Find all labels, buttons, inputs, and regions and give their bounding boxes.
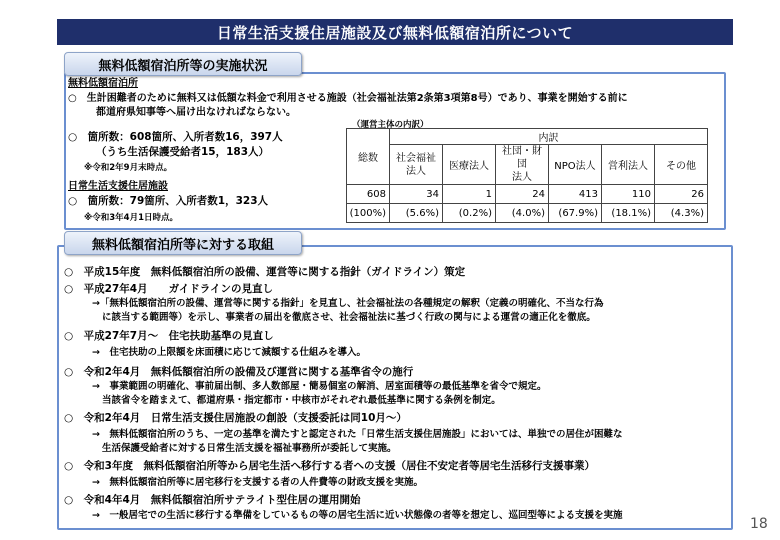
header-medical: 医療法人 — [443, 145, 496, 185]
table-caption: （運営主体の内訳） — [352, 120, 429, 130]
effort-item: ○ 令和3年度 無料低額宿泊所等から居宅生活へ移行する者への支援（居住不安定者等居宅生活移行支援事業） — [64, 460, 595, 472]
effort-detail: に該当する範囲等）を示し、事業者の届出を徹底させ、社会福祉法に基づく行政の関与による運営の適正化を徹底。 — [102, 312, 596, 323]
effort-detail: →「無料低額宿泊所の設備、運営等に関する指針」を見直し、社会福祉法の各種規定の解釈（定義の明確化、不当な行為 — [92, 298, 604, 309]
effort-detail: 当該省令を踏まえて、都道府県・指定都市・中核市がそれぞれ最低基準に関する条例を制定。 — [102, 395, 501, 406]
effort-detail: → 無料低額宿泊所等に居宅移行を支援する者の人件費等の財政支援を実施。 — [92, 477, 423, 488]
date-note-2: ※令和3年4月1日時点。 — [84, 213, 179, 223]
percent-cell: (4.0%) — [496, 204, 549, 223]
effort-item: ○ 平成27年4月 ガイドラインの見直し — [64, 283, 273, 295]
count-cell: 1 — [443, 185, 496, 204]
effort-detail: → 無料低額宿泊所のうち、一定の基準を満たすと認定された「日常生活支援住居施設」においては、単独での居住が困難な — [92, 429, 623, 440]
page-title: 日常生活支援住居施設及び無料低額宿泊所について — [57, 19, 733, 45]
effort-item: ○ 令和4年4月 無料低額宿泊所サテライト型住居の運用開始 — [64, 494, 361, 506]
count-cell: 608 — [347, 185, 390, 204]
effort-detail: → 住宅扶助の上限額を床面積に応じて減額する仕組みを導入。 — [92, 347, 366, 358]
percent-cell: (5.6%) — [390, 204, 443, 223]
effort-item: ○ 平成15年度 無料低額宿泊所の設備、運営等に関する指針（ガイドライン）策定 — [64, 266, 466, 278]
percent-cell: (100%) — [347, 204, 390, 223]
effort-item: ○ 令和2年4月 日常生活支援住居施設の創設（支援委託は同10月～） — [64, 412, 407, 424]
effort-detail: → 一般居宅での生活に移行する準備をしているもの等の居宅生活に近い状態像の者等を想定し、巡回型等による支援を実施 — [92, 510, 623, 521]
count-cell: 26 — [655, 185, 708, 204]
status-section-label: 無料低額宿泊所等の実施状況 — [64, 52, 302, 76]
header-other: その他 — [655, 145, 708, 185]
definition-line-2: 都道府県知事等へ届け出なければならない。 — [96, 107, 296, 118]
effort-item: ○ 令和2年4月 無料低額宿泊所の設備及び運営に関する基準省令の施行 — [64, 366, 414, 378]
facility-count-line: ○ 箇所数：608箇所、入所者数16，397人 — [68, 131, 283, 143]
percent-cell: (0.2%) — [443, 204, 496, 223]
count-cell: 413 — [549, 185, 602, 204]
support-residence-count-line: ○ 箇所数：79箇所、入所者数1，323人 — [68, 195, 268, 207]
definition-line-1: ○ 生計困難者のために無料又は低額な料金で利用させる施設（社会福祉法第2条第3項第8号）であり、事業を開始する前に — [68, 93, 628, 104]
header-incorporated: 社団・財団 法人 — [496, 145, 549, 185]
free-lodging-heading: 無料低額宿泊所 — [68, 78, 138, 89]
effort-detail: 生活保護受給者に対する日常生活支援を福祉事務所が委託して実施。 — [102, 443, 397, 454]
count-cell: 110 — [602, 185, 655, 204]
effort-item: ○ 平成27年7月～ 住宅扶助基準の見直し — [64, 330, 274, 342]
operator-breakdown-table — [346, 128, 708, 223]
efforts-section-label: 無料低額宿泊所等に対する取組 — [64, 231, 302, 255]
header-for-profit: 営利法人 — [602, 145, 655, 185]
breakdown-header: 内訳 — [390, 129, 708, 145]
percent-cell: (18.1%) — [602, 204, 655, 223]
total-header: 総数 — [347, 129, 390, 185]
page-number: 18 — [750, 516, 768, 532]
header-social-welfare: 社会福祉 法人 — [390, 145, 443, 185]
effort-detail: → 事業範囲の明確化、事前届出制、多人数部屋・簡易個室の解消、居室面積等の最低基準を省令で規定。 — [92, 381, 547, 392]
count-cell: 24 — [496, 185, 549, 204]
header-npo: NPO法人 — [549, 145, 602, 185]
date-note-1: ※令和2年9月末時点。 — [84, 163, 173, 173]
welfare-recipient-line: （うち生活保護受給者15，183人） — [96, 146, 270, 158]
count-cell: 34 — [390, 185, 443, 204]
support-residence-heading: 日常生活支援住居施設 — [68, 181, 168, 192]
percent-cell: (67.9%) — [549, 204, 602, 223]
percent-cell: (4.3%) — [655, 204, 708, 223]
